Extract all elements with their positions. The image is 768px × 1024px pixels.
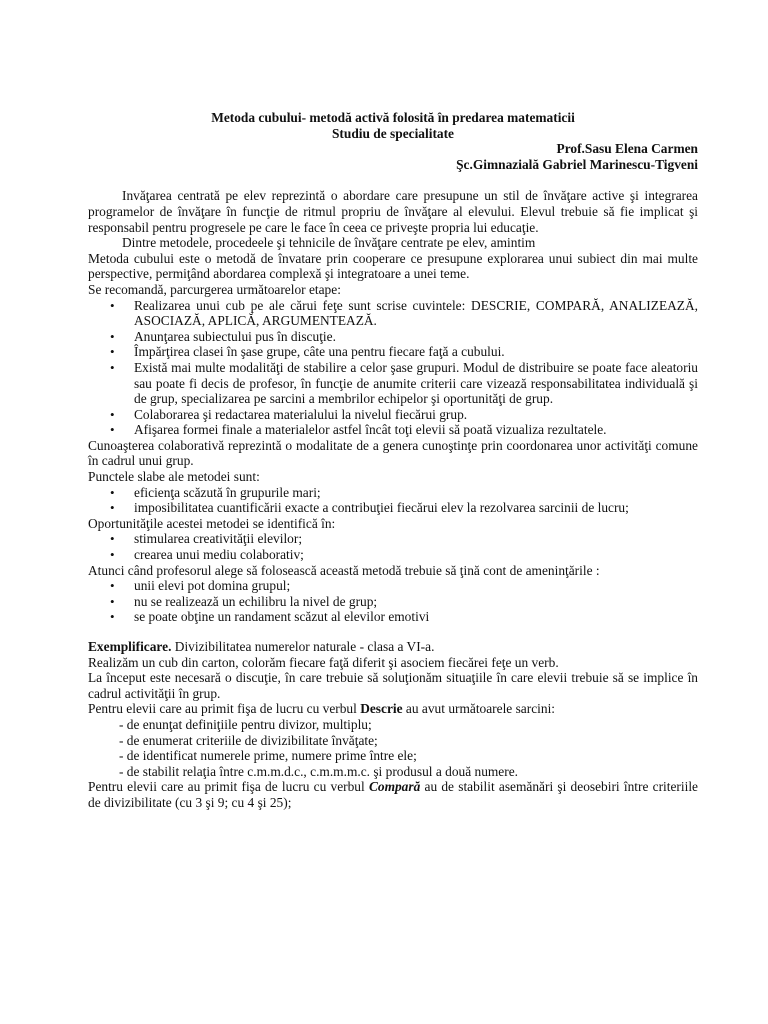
compare-text-start: Pentru elevii care au primit fişa de lucru cu verbul <box>88 779 369 795</box>
compare-verb: Compară <box>368 779 421 795</box>
compare-paragraph <box>88 779 698 810</box>
list-item: • imposibilitatea cuantificării exacte a contribuţiei fiecărui elev la rezolvarea sarcinii de lucru; <box>134 500 698 516</box>
weak-points-intro: Punctele slabe ale metodei sunt: <box>88 469 260 485</box>
cube-build-paragraph: Realizăm un cub din carton, colorăm fiecare faţă diferit şi asociem fiecărei feţe un verb. <box>88 654 559 670</box>
document-header <box>88 110 698 172</box>
list-item: • Colaborarea şi redactarea materialului la nivelul fiecărui grup. <box>134 407 698 423</box>
cube-method-paragraph: Metoda cubului este o metodă de învatare prin cooperare ce presupune explorarea unui subiect din mai multe perspective, permiţând abordarea complexă şi integratoare a unei teme. <box>88 250 698 282</box>
list-item: • eficienţa scăzută în grupurile mari; <box>134 485 698 501</box>
document-content <box>88 110 698 811</box>
list-item: • Anunţarea subiectului pus în discuţie. <box>134 329 698 345</box>
task-item: - de enumerat criteriile de divizibilitate învăţate; <box>119 732 378 748</box>
describe-text-end: au avut următoarele sarcini: <box>402 701 556 717</box>
threats-intro: Atunci când profesorul alege să folosească această metodă trebuie să ţină cont de ameninţările : <box>88 562 600 578</box>
opportunities-intro: Oportunităţile acestei metodei se identifică în: <box>88 515 336 531</box>
compare-text-end: au de stabilit asemănări şi deosebiri între criteriile de divizibilitate (cu 3 şi 9; cu 4 şi 25); <box>88 779 698 810</box>
list-item: • Realizarea unui cub pe ale cărui feţe sunt scrise cuvintele: DESCRIE, COMPARĂ, ANALIZEAZĂ, ASOCIAZĂ, APLICĂ, ARGUMENTEAZĂ. <box>134 298 698 329</box>
list-item: • nu se realizează un echilibru la nivel de grup; <box>134 594 698 610</box>
document-title: Metoda cubului- metodă activă folosită în predarea matematicii <box>211 110 575 125</box>
example-topic: Divizibilitatea numerelor naturale - clasa a VI-a. <box>171 639 435 654</box>
list-item: • Există mai multe modalităţi de stabilire a celor şase grupuri. Modul de distribuire se poate face aleatoriu sau poate fi decis de profesor, în funcţie de anumite criterii care vizează responsabilitatea individuală şi de grup, specializarea pe sarcini a membrilor echipelor şi oportunităţi de grup. <box>134 360 698 407</box>
threats-list <box>88 578 698 625</box>
list-item: • Împărţirea clasei în şase grupe, câte una pentru fiecare faţă a cubului. <box>134 344 698 360</box>
list-item: • se poate obţine un randament scăzut al elevilor emotivi <box>134 609 698 625</box>
example-label: Exemplificare. <box>88 639 172 654</box>
task-item: - de enunţat definiţiile pentru divizor, multiplu; <box>119 716 372 732</box>
school-name: Şc.Gimnazială Gabriel Marinescu-Tigveni <box>456 156 698 172</box>
example-heading <box>88 639 698 655</box>
list-item: • Afişarea formei finale a materialelor astfel încât toţi elevii să poată vizualiza rezultatele. <box>134 422 698 438</box>
weak-points-list <box>88 485 698 516</box>
describe-text-start: Pentru elevii care au primit fişa de lucru cu verbul <box>88 701 361 717</box>
methods-paragraph: Dintre metodele, procedeele şi tehnicile de învăţare centrate pe elev, amintim <box>122 235 536 251</box>
document-subtitle: Studiu de specialitate <box>331 125 454 141</box>
task-item: - de stabilit relaţia între c.m.m.d.c., c.m.m.m.c. şi produsul a două numere. <box>119 763 519 779</box>
steps-list <box>88 298 698 438</box>
intro-paragraph: Invăţarea centrată pe elev reprezintă o abordare care presupune un stil de învăţare active şi integrarea programelor de învăţare în funcţie de ritmul propriu de învăţare al elevului. Elevul trebuie să fie implicat şi responsabil pentru progresele pe care le face în ceea ce priveşte propria lui educaţie. <box>88 188 698 235</box>
task-item: - de identificat numerele prime, numere prime între ele; <box>119 748 417 764</box>
opportunities-list <box>88 531 698 562</box>
collaborative-paragraph: Cunoaşterea colaborativă reprezintă o modalitate de a genera cunoştinţe prin coordonarea unor activităţi comune în cadrul unui grup. <box>88 437 698 469</box>
discussion-paragraph: La început este necesară o discuţie, în care trebuie să soluţionăm situaţiile în care elevii trebuie să se implice în cadrul activităţii în grup. <box>88 670 698 701</box>
list-item: • unii elevi pot domina grupul; <box>134 578 698 594</box>
list-item: • crearea unui mediu colaborativ; <box>134 547 698 563</box>
steps-intro: Se recomandă, parcurgerea următoarelor etape: <box>88 281 341 297</box>
author-name: Prof.Sasu Elena Carmen <box>556 141 698 157</box>
section-spacer <box>88 625 698 639</box>
list-item: • stimularea creativităţii elevilor; <box>134 531 698 547</box>
describe-verb: Descrie <box>360 701 403 717</box>
describe-paragraph <box>88 701 698 717</box>
